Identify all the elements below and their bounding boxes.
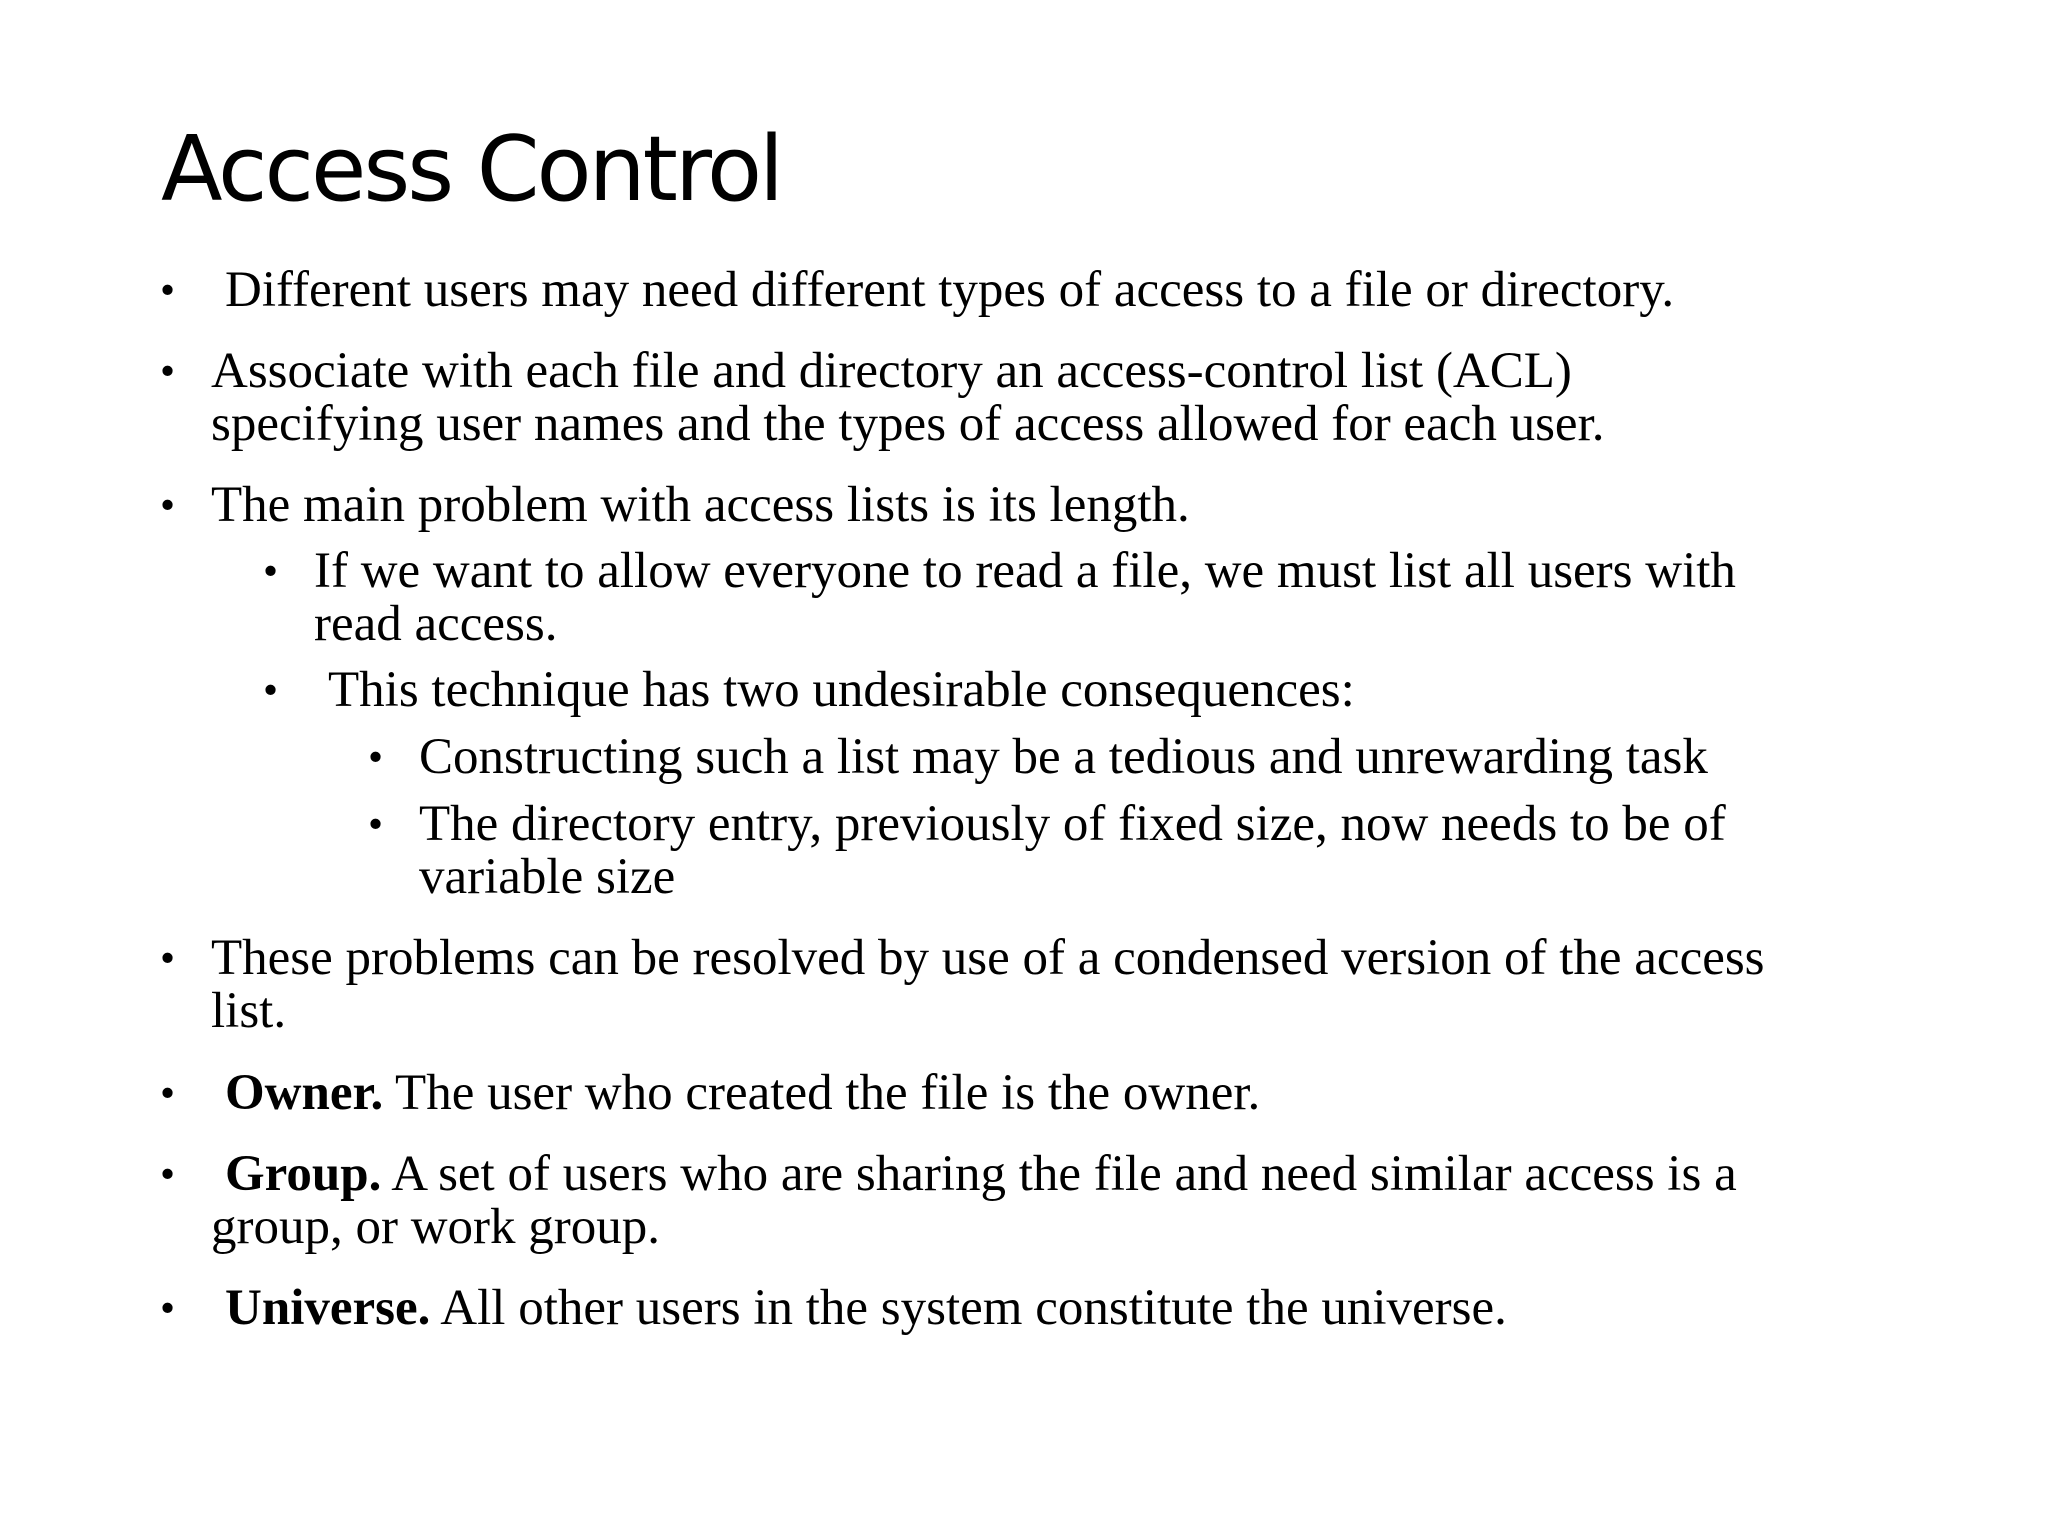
bullet-icon: •: [263, 667, 279, 714]
bullet-text: This technique has two undesirable consequences:: [328, 662, 1355, 718]
bullet-text-line: specifying user names and the types of access allowed for each user.: [211, 396, 1605, 452]
bullet-icon: •: [160, 348, 176, 395]
sub-sub-bullet-item-constructing: [419, 731, 1708, 784]
bullet-text: Different users may need different types of access to a file or directory.: [225, 262, 1675, 318]
bullet-text-line: These problems can be resolved by use of a condensed version of the access: [211, 930, 1765, 986]
bullet-icon: •: [160, 267, 176, 314]
bullet-item-different-users: [225, 264, 1674, 317]
bullet-text-line: read access.: [314, 596, 558, 652]
sub-bullet-item-read-access: [314, 545, 1736, 651]
bullet-item-condensed-version: [211, 932, 1765, 1038]
bullet-item-group: [211, 1148, 1737, 1254]
term-group: Group.: [225, 1146, 382, 1202]
slide-title: Access Control: [161, 117, 782, 222]
bullet-text-line: The directory entry, previously of fixed size, now needs to be of: [419, 796, 1726, 852]
sub-bullet-item-technique: [328, 664, 1355, 717]
term-owner: Owner.: [225, 1065, 384, 1121]
term-universe: Universe.: [225, 1280, 431, 1336]
bullet-item-owner: [225, 1067, 1260, 1120]
bullet-text-line: [211, 1148, 1737, 1201]
bullet-icon: •: [368, 801, 384, 848]
bullet-text: The user who created the file is the owner.: [383, 1065, 1261, 1121]
bullet-item-universe: [225, 1282, 1507, 1335]
bullet-text: The main problem with access lists is its length.: [211, 477, 1190, 533]
bullet-text-line: variable size: [419, 849, 676, 905]
bullet-text-line: group, or work group.: [211, 1199, 661, 1255]
bullet-text-line: list.: [211, 983, 287, 1039]
bullet-item-associate-acl: [211, 345, 1605, 451]
bullet-icon: •: [368, 734, 384, 781]
bullet-icon: •: [160, 482, 176, 529]
bullet-icon: •: [160, 1151, 176, 1198]
bullet-text: All other users in the system constitute the universe.: [430, 1280, 1507, 1336]
bullet-icon: •: [263, 548, 279, 595]
bullet-icon: •: [160, 1285, 176, 1332]
bullet-icon: •: [160, 1070, 176, 1117]
bullet-text: Constructing such a list may be a tedious and unrewarding task: [419, 729, 1708, 785]
bullet-text: A set of users who are sharing the file and need similar access is a: [381, 1146, 1737, 1202]
bullet-icon: •: [160, 935, 176, 982]
sub-sub-bullet-item-directory-entry: [419, 798, 1726, 904]
bullet-text-line: Associate with each file and directory an access-control list (ACL): [211, 343, 1572, 399]
bullet-text-line: If we want to allow everyone to read a file, we must list all users with: [314, 543, 1736, 599]
bullet-item-main-problem: [211, 479, 1190, 532]
